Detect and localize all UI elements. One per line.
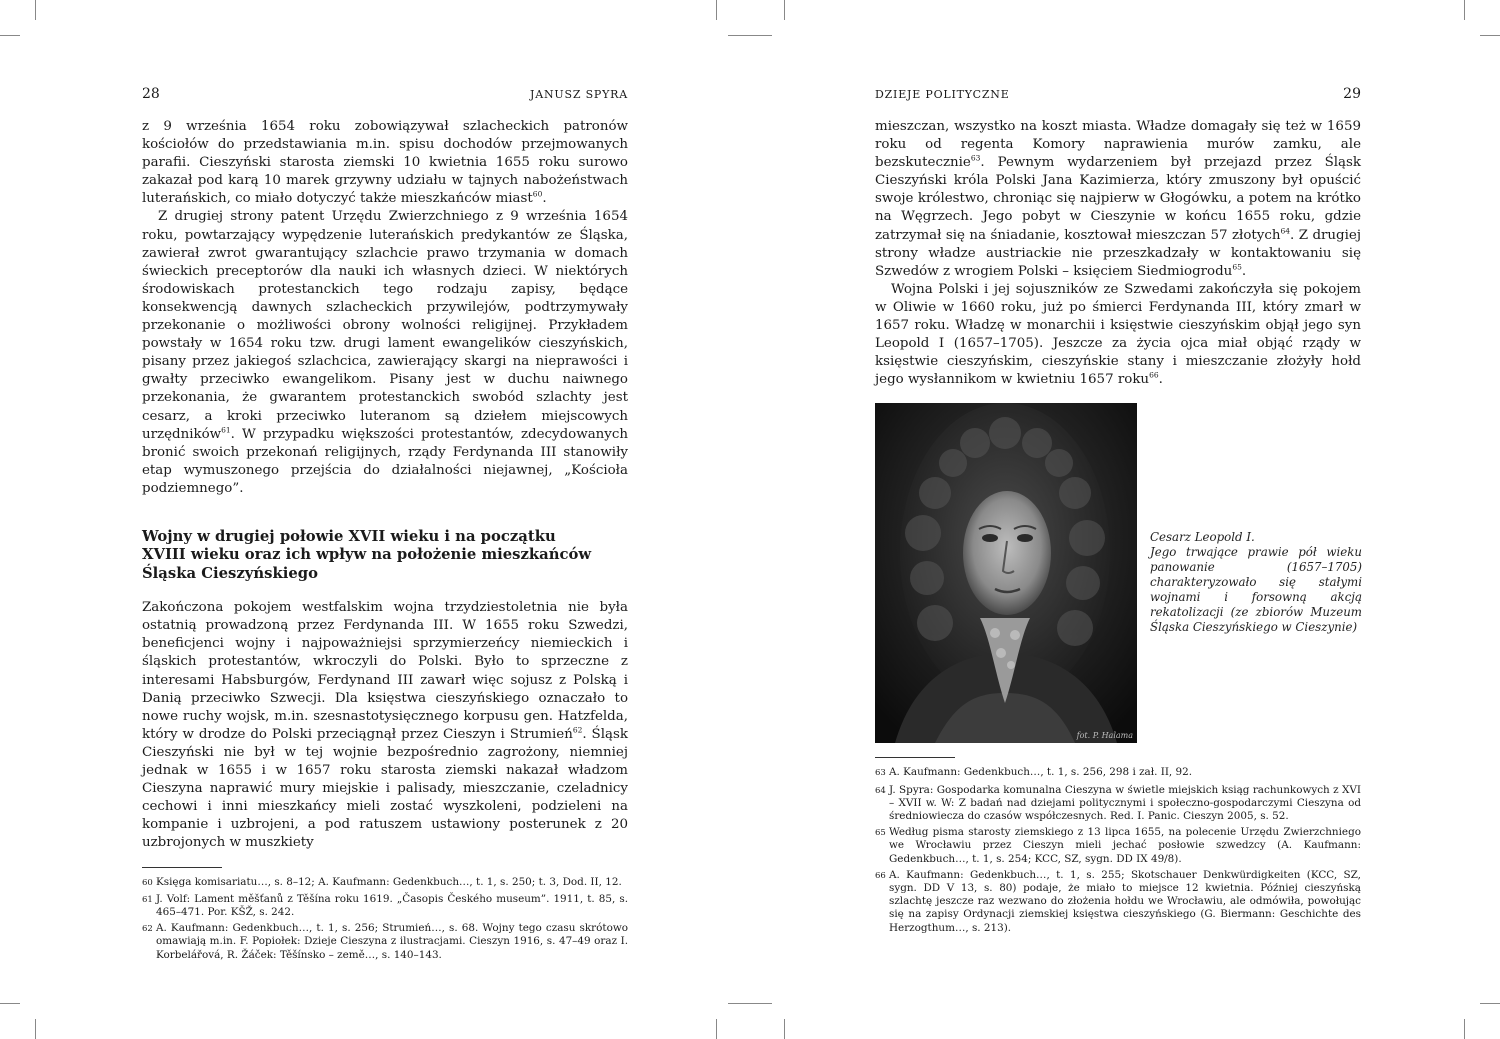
footnotes (875, 766, 1361, 934)
footnote-66: 66 A. Kaufmann: Gedenkbuch…, t. 1, s. 255; Skotschauer Denkwürdigkeiten (KCC, SZ, sygn. DD V 13, s. 80) podaje, że miało to miejsce 12 kwietnia. Później cieszyńską szlachtę jeszcze raz wezwano do złożenia hołdu we Wrocławiu, ale odmówiła, powołując się na zapisy Ordynacji ziemskiej księstwa cieszyńskiego (G. Biermann: Geschichte des Herzogthum…, s. 213). (875, 868, 1361, 934)
page-number: 28 (142, 86, 160, 102)
paragraph: Z drugiej strony patent Urzędu Zwierzchniego z 9 września 1654 roku, powtarzający wypędzenie luterańskich predykantów ze Śląska, zawierał zwrot gwarantujący szlachcie prawo trzymania w domach świeckich preceptorów dla nauki ich własnych dzieci. W niektórych środowiskach protestanckich tego rodzaju zapisy, będące konsekwencją dawnych szlacheckich przywilejów, podtrzymywały przekonanie o możliwości obrony wolności religijnej. Przykładem powstały w 1654 roku tzw. drugi lament ewangelików cieszyńskich, pisany przez jakiegoś szlachcica, zawierający skargi na nieprawości i gwałty przeciwko ewangelikom. Pisany jest w duchu naiwnego przekonania, że gwarantem protestanckich swobód szlachty jest cesarz, a kroki przeciwko luteranom są dziełem miejscowych urzędników$^{61}$. W przypadku większości protestantów, zdecydowanych bronić swoich przekonań religijnych, rządy Ferdynanda III stanowiły etap wymuszonego przejścia do działalności niejawnej, „Kościoła podziemnego”. (142, 209, 628, 496)
crop-mark (728, 1003, 772, 1004)
right-page (875, 86, 1361, 938)
portrait-illustration (875, 403, 1137, 743)
crop-mark (1464, 0, 1465, 20)
paragraph: z 9 września 1654 roku zobowiązywał szlacheckich patronów kościołów do przedstawiania m.in. spisu dochodów przejmowanych parafii. Cieszyński starosta ziemski 10 kwietnia 1655 roku surowo zakazał pod karą 10 marek grzywny udziału w tajnych nabożeństwach luterańskich, co miało dotyczyć także mieszkańców miast$^{60}$. (142, 119, 628, 207)
crop-mark (0, 1003, 20, 1004)
running-head: JANUSZ SPYRA (530, 88, 628, 101)
footnote-62: 62 A. Kaufmann: Gedenkbuch…, t. 1, s. 256; Strumień…, s. 68. Wojny tego czasu skrótowo omawiają m.in. F. Popiołek: Dzieje Cieszyna z ilustracjami. Cieszyn 1916, s. 47–49 oraz I. Korbelářová, R. Žáček: Těšínsko – země…, s. 140–143. (142, 922, 628, 961)
footnote-64: 64 J. Spyra: Gospodarka komunalna Cieszyna w świetle miejskich ksiąg rachunkowych z XVI – XVII w. W: Z badań nad dziejami politycznymi i społeczno-gospodarczymi Cieszyna od średniowiecza do czasów współczesnych. Red. I. Panic. Cieszyn 2005, s. 52. (875, 783, 1361, 823)
footnote-63: 63 A. Kaufmann: Gedenkbuch…, t. 1, s. 256, 298 i zał. II, 92. (875, 766, 1193, 779)
figure (875, 403, 1361, 743)
crop-mark (784, 0, 785, 20)
footnote-ref[interactable]: 63 (970, 153, 981, 163)
footnote-61: 61 J. Volf: Lament měšťanů z Těšína roku 1619. „Časopis Českého museum”. 1911, t. 85, s. 465–471. Por. KŠŽ, s. 242. (142, 892, 628, 918)
portrait-image (875, 403, 1137, 743)
figure-caption (1150, 530, 1362, 635)
caption-text: Jego trwające prawie pół wieku panowanie (1657–1705) charakteryzowało się stałymi wojnami i forsowną akcją rekatolizacji (ze zbiorów Muzeum Śląska Cieszyńskiego w Cieszynie) (1150, 545, 1362, 635)
crop-mark (716, 1019, 717, 1039)
page-header (875, 86, 1361, 108)
body-text (142, 118, 628, 498)
page-number: 29 (1343, 86, 1361, 102)
footnote-rule (142, 867, 222, 868)
crop-mark (1464, 1019, 1465, 1039)
running-head: DZIEJE POLITYCZNE (875, 88, 1010, 101)
section-heading: Wojny w drugiej połowie XVII wieku i na początku XVIII wieku oraz ich wpływ na położenie mieszkańców Śląska Cieszyńskiego (142, 527, 592, 582)
paragraph: Wojna Polski i jej sojuszników ze Szwedami zakończyła się pokojem w Oliwie w 1660 roku, już po śmierci Ferdynanda III, który zmarł w 1657 roku. Władzę w monarchii i księstwie cieszyńskim objął jego syn Leopold I (1657–1705). Jeszcze za życia ojca miał objąć rządy w księstwie cieszyńskim, cieszyńskie stany i mieszczanie złożyły hołd jego wysłannikom w kwietniu 1657 roku$^{66}$. (875, 281, 1361, 388)
page-header (142, 86, 628, 108)
paragraph: mieszczan, wszystko na koszt miasta. Władze domagały się też w 1659 roku od regenta Komory naprawienia murów zamku, ale bezskutecznie$^{63}$. Pewnym wydarzeniem był przejazd przez Śląsk Cieszyński króla Polski Jana Kazimierza, który zmuszony był opuścić swoje królestwo, chroniąc się najpierw w Głogówku, a potem na krótko na Węgrzech. Jego pobyt w Cieszynie w końcu 1655 roku, gdzie zatrzymał się na śniadanie, kosztował mieszczan 57 złotych$^{64}$. Z drugiej strony władze austriackie nie przeszkadzały w kontaktowaniu się Szwedów z wrogiem Polski – księciem Siedmiogrodu$^{65}$. (875, 119, 1361, 279)
crop-mark (1480, 35, 1500, 36)
body-text (142, 599, 628, 852)
footnotes (142, 876, 628, 962)
footnote-60: 60 Księga komisariatu…, s. 8–12; A. Kaufmann: Gedenkbuch…, t. 1, s. 250; t. 3, Dod. II, 12. (142, 875, 622, 888)
crop-mark (35, 0, 36, 20)
footnote-ref[interactable]: 65 (1232, 262, 1242, 272)
crop-mark (784, 1019, 785, 1039)
photo-credit: fot. P. Halama (1076, 731, 1133, 741)
caption-title: Cesarz Leopold I. (1150, 530, 1255, 545)
footnote-ref[interactable]: 61 (221, 425, 231, 435)
footnote-65: 65 Według pisma starosty ziemskiego z 13 lipca 1655, na polecenie Urzędu Zwierzchniego we Wrocławiu przez Cieszyn mieli jechać posłowie szwedzcy (A. Kaufmann: Gedenkbuch…, t. 1, s. 254; KCC, SZ, sygn. DD IX 49/8). (875, 826, 1361, 865)
footnote-rule (875, 757, 955, 758)
paragraph: Zakończona pokojem westfalskim wojna trzydziestoletnia nie była ostatnią prowadzoną przez Ferdynanda III. W 1655 roku Szwedzi, beneficjenci wojny i najpoważniejsi sprzymierzeńcy niemieckich i śląskich protestantów, wkroczyli do Polski. Było to sprzeczne z interesami Habsburgów, Ferdynand III zawarł więc sojusz z Polską i Danią przeciwko Szwecji. Dla księstwa cieszyńskiego oznaczało to nowe ruchy wojsk, m.in. szesnastotysięcznego korpusu gen. Hatzfelda, który w drodze do Polski przeciągnął przez Cieszyn i Strumień$^{62}$. Śląsk Cieszyński nie był w tej wojnie bezpośrednio zagrożony, niemniej jednak w 1655 i w 1657 roku starosta ziemski nakazał władzom Cieszyna naprawić mury miejskie i palisady, mieszczanie, czeladnicy cechowi i inni mieszkańcy mieli zostać wyszkoleni, podzieleni na kompanie i uzbrojeni, a pod ratuszem ustawiony posterunek z 20 uzbrojonych w muszkiety (142, 600, 628, 851)
footnote-ref[interactable]: 66 (1149, 370, 1159, 380)
footnote-ref[interactable]: 62 (572, 725, 583, 735)
footnote-ref[interactable]: 64 (1280, 226, 1291, 236)
crop-mark (0, 35, 20, 36)
crop-mark (35, 1019, 36, 1039)
crop-mark (716, 0, 717, 20)
crop-mark (1480, 1003, 1500, 1004)
left-page (142, 86, 628, 965)
footnote-ref[interactable]: 60 (532, 189, 543, 199)
body-text (875, 118, 1361, 389)
crop-mark (728, 35, 772, 36)
